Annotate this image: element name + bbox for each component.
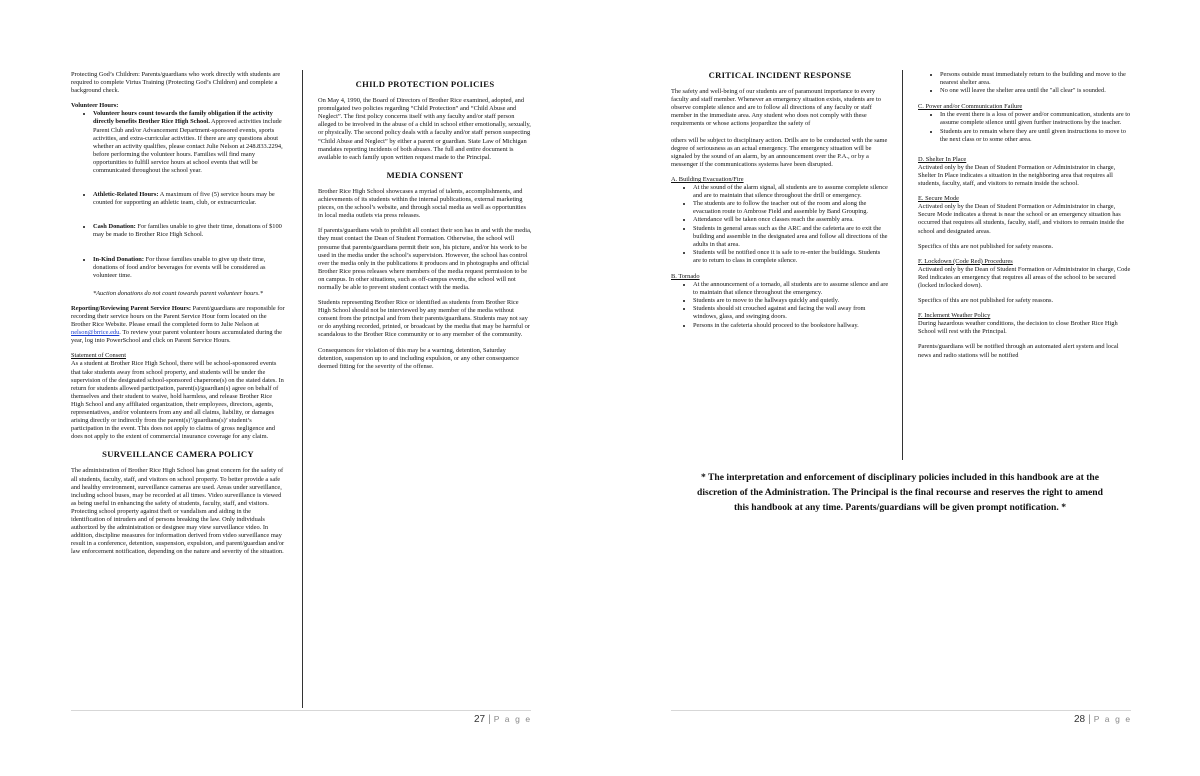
- page-number: 28 | P a g e: [1074, 714, 1132, 725]
- media-paragraph: Consequences for violation of this may be a warning, detention, Saturday detention, suspension up to and including expulsion, or any other consequence deemed fitting for the severity of the offense.: [318, 346, 519, 370]
- item-text: For those families unable to give up their time, donations of food and/or beverages for events will be considered as volunteer time.: [93, 255, 266, 279]
- shelter-paragraph: Activated only by the Dean of Student Formation or Administrator in charge, Shelter In Place indicates a situation in the neighboring area that requires all students, faculty, staff, and visitors to remain inside the school.: [918, 163, 1116, 188]
- list-item: • At the sound of the alarm signal, all students are to assume complete silence and are to maintain that silence throughout the drill or emergency.: [693, 184, 889, 200]
- list-item: [93, 191, 285, 207]
- page-number: 27 | P a g e: [474, 714, 532, 725]
- list-item: [93, 256, 285, 280]
- list-item: • Students will be notified once it is safe to re-enter the buildings. Students are to return to class in complete silence.: [693, 249, 889, 265]
- list-item: [93, 223, 285, 239]
- bold-lead: Cash Donation:: [93, 223, 136, 231]
- cir-paragraph: The safety and well-being of our students are of paramount importance to every faculty and staff member. Whenever an emergency situation exists, students are to observe complete silence and are to follow all directions of any faculty or staff member in the immediate area. Any student who does not comply with these requirements or whose actions jeopardize the safety of: [671, 88, 881, 128]
- email-link[interactable]: nelson@brrice.edu: [71, 329, 120, 337]
- item-text: Parent/guardians are responsible for recording their service hours on the Parent Service Hour form located on the Brother Rice Website. Please email the completed form to Julie Nelson at: [71, 304, 285, 329]
- list-item: • At the announcement of a tornado, all students are to assume silence and are to maintain that silence throughout the emergency.: [693, 281, 889, 297]
- list-item: • Students should sit crouched against and facing the wall away from windows, glass, and swinging doors.: [693, 305, 889, 321]
- shelter-heading: D. Shelter In Place: [918, 155, 967, 163]
- specifics-note: Specifics of this are not published for safety reasons.: [918, 242, 1054, 250]
- weather-heading: F. Inclement Weather Policy: [918, 312, 991, 320]
- page-label: P a g e: [1093, 714, 1132, 724]
- list-item: [93, 110, 285, 175]
- lockdown-heading: F. Lockdown (Code Red) Procedures: [918, 257, 1013, 265]
- item-text: Approved activities include Parent Club and/or Advancement Department-sponsored events, sports activities, and extra-curricular activities. If there are any questions about whether an activity qualifies, please contact Julie Nelson at 248.833.2294, before performing the volunteer hours. Families will find many opportunities to fulfill service hours at school events that will be communicated throughout the school year.: [93, 118, 283, 175]
- footer-rule: [71, 710, 531, 711]
- footer-rule: [671, 710, 1131, 711]
- pgc-paragraph: Protecting God’s Children: Parents/guardians who work directly with students are required to complete Virtus Training (Protecting God’s Children) and complete a background check.: [71, 71, 281, 95]
- tornado-list-cont: [918, 71, 1132, 95]
- page-28: [600, 0, 1200, 776]
- media-consent-heading: MEDIA CONSENT: [386, 169, 464, 180]
- column-divider: [302, 70, 303, 708]
- page-number-value: 27: [474, 714, 486, 725]
- cir-paragraph: others will be subject to disciplinary action. Drills are to be conducted with the same degree of seriousness as an actual emergency. The emergency situation will be signaled by the sound of an alarm, by an announcement over the P.A., or by a messenger if the communications systems have been disrupted.: [671, 136, 888, 168]
- surveillance-paragraph: The administration of Brother Rice High School has great concern for the safety of all students, faculty, staff, and visitors on school property. To better provide a safe and healthy environment, surveillance cameras are used. Areas under surveillance, including school buses, may be recorded at all times. Video surveillance is viewed as being useful in enhancing the safety of students, faculty, staff, and visitors. Protecting school property against theft or vandalism and aiding in the identification of intruders and of persons breaking the law. Only individuals authorized by the administration or designee may view surveillance video. In addition, discipline measures for information derived from video surveillance may result in a conference, detention, suspension, expulsion, and parent/guardian and/or law enforcement notification, depending on the nature and severity of the situation.: [71, 467, 285, 556]
- bold-lead: Volunteer hours count towards the family obligation if the activity directly benefits Brother Rice High School.: [93, 110, 273, 126]
- list-item: • Persons outside must immediately return to the building and move to the nearest shelter area.: [940, 71, 1132, 87]
- reporting-paragraph: [71, 305, 285, 345]
- surveillance-heading: SURVEILLANCE CAMERA POLICY: [102, 449, 254, 460]
- media-paragraph: If parents/guardians wish to prohibit all contact their son has in and with the media, they must contact the Dean of Student Formation. Otherwise, the school will presume that parents/guardians permit their son, his picture, and/or his work to be used in the media under the school’s supervision. However, the school has control over the media only in the publications it produces and in photographs and official Brother Rice press releases where members of the media request permission to be on campus. In other situations, such as off-campus events, the school will not normally be able to prevent student contact with the media.: [318, 227, 532, 291]
- list-item: • In the event there is a loss of power and/or communication, students are to assume complete silence until given further instructions by the teacher.: [940, 111, 1132, 127]
- evacuation-heading: A. Building Evacuation/Fire: [671, 175, 744, 183]
- page-number-value: 28: [1074, 714, 1086, 725]
- secure-mode-paragraph: Activated only by the Dean of Student Formation or Administrator in charge, Secure Mode indicates a threat is near the school or an emergency situation has occurred that requires all students, faculty, staff, and visitors to remain inside the school and designated areas.: [918, 203, 1125, 235]
- volunteer-hours-list: [71, 110, 285, 279]
- bold-lead: Athletic-Related Hours:: [93, 191, 159, 199]
- list-item: • Persons in the cafeteria should proceed to the bookstore hallway.: [693, 322, 889, 330]
- list-item: • Students are to move to the hallways quickly and quietly.: [693, 297, 889, 305]
- power-failure-list: [918, 111, 1132, 143]
- media-paragraph: Brother Rice High School showcases a myriad of talents, accomplishments, and achievements of its students within the internal publications, external marketing pieces, on the school’s website, and through social media as well as opportunities in local media outlets via press releases.: [318, 187, 527, 220]
- critical-incident-heading: CRITICAL INCIDENT RESPONSE: [708, 70, 852, 80]
- lockdown-paragraph: Activated only by the Dean of Student Formation or Administrator in charge, Code Red indicates an emergency that requires all areas of the school to be secured (locked in/locked down).: [918, 265, 1131, 289]
- consent-paragraph: As a student at Brother Rice High School, there will be school-sponsored events that take students away from school property, and students will be under the supervision of the designated school-sponsored chaperone(s) on the stated dates. In return for students allowed participation, parent(s)/guardian(s) agree on behalf of themselves and their student to waive, hold harmless, and release Brother Rice High School and any affiliated organization, their employees, directors, agents, representatives, and/or volunteers from any and all claims, liability, or damages arising directly or indirectly from the parent(s)’/guardians(s)’ student’s participation in the event. This does not apply to claims of gross negligence and does not apply to the extent of commercial insurance coverage for any claim.: [71, 360, 284, 441]
- list-item: • Attendance will be taken once classes reach the assembly area.: [693, 216, 889, 224]
- tornado-heading: B. Tornado: [671, 272, 700, 280]
- consent-heading: Statement of Consent: [71, 352, 127, 360]
- specifics-note: Specifics of this are not published for safety reasons.: [918, 297, 1054, 305]
- secure-mode-heading: E. Secure Mode: [918, 195, 959, 203]
- bold-lead: In-Kind Donation:: [93, 255, 144, 263]
- weather-paragraph: Parents/guardians will be notified through an automated alert system and local news and radio stations will be notified: [918, 343, 1119, 359]
- child-protection-paragraph: On May 4, 1990, the Board of Directors of Brother Rice examined, adopted, and promulgated two policies regarding “Child Protection” and “Child Abuse and Neglect”. The first policy concerns itself with any faculty and/or staff person alleged to be involved in the abuse of a child in school either emotionally, sexually, or physically. The second policy deals with a faculty and/or staff person suspecting “Child Abuse and Neglect” by either a parent or guardian. State Law of Michigan mandates reporting incidents of both abuses. The full and entire document is available to each family upon written request made to the Principal.: [318, 97, 531, 161]
- volunteer-hours-heading: Volunteer Hours:: [71, 102, 119, 110]
- media-paragraph: Students representing Brother Rice or identified as students from Brother Rice High School should not be interviewed by any member of the media without consent from the principal and from their parents/guardians. Students may not say or do anything recorded, printed, or broadcast by the media that may be harmful or scandalous to the Brother Rice community or to any member of the community.: [318, 299, 530, 339]
- evacuation-list: [671, 184, 889, 265]
- list-item: • Students in general areas such as the ARC and the cafeteria are to exit the building and assemble in the designated area and follow all directions of the adults in that area.: [693, 225, 889, 249]
- item-text: A maximum of five (5) service hours may be counted for supporting an athletic team, club, or extracurricular.: [93, 191, 275, 207]
- column-divider: [902, 70, 903, 460]
- page-label: P a g e: [493, 714, 532, 724]
- list-item: • The students are to follow the teacher out of the room and along the evacuation route to Ambrose Field and assemble by Band Grouping.: [693, 200, 889, 216]
- p27-right-column: [318, 80, 532, 378]
- auction-note: *Auction donations do not count towards parent volunteer hours.*: [92, 289, 264, 297]
- bold-lead: Reporting/Reviewing Parent Service Hours:: [71, 304, 192, 312]
- weather-paragraph: During hazardous weather conditions, the decision to close Brother Rice High School will rest with the Principal.: [918, 320, 1118, 336]
- list-item: • No one will leave the shelter area until the "all clear" is sounded.: [940, 87, 1132, 95]
- power-failure-heading: C. Power and/or Communication Failure: [918, 103, 1023, 111]
- item-text: For families unable to give their time, donations of $100 may be made to Brother Rice High School.: [93, 223, 282, 239]
- p28-right-column: [918, 71, 1132, 367]
- list-item: • Students are to remain where they are until given instructions to move to the next class or to some other area.: [940, 128, 1132, 144]
- item-text: . To review your parent volunteer hours accumulated during the year, log into PowerSchool and click on Parent Service Hours.: [71, 329, 282, 345]
- child-protection-heading: CHILD PROTECTION POLICIES: [355, 79, 495, 89]
- disciplinary-notice: * The interpretation and enforcement of disciplinary policies included in this handbook are at the discretion of the Administration. The Principal is the final recourse and reserves the right to amend this handbook at any time. Parents/guardians will be given prompt notification. *: [697, 472, 1103, 513]
- p28-left-column: [671, 71, 889, 334]
- tornado-list: [671, 281, 889, 330]
- p27-left-column: [71, 71, 285, 564]
